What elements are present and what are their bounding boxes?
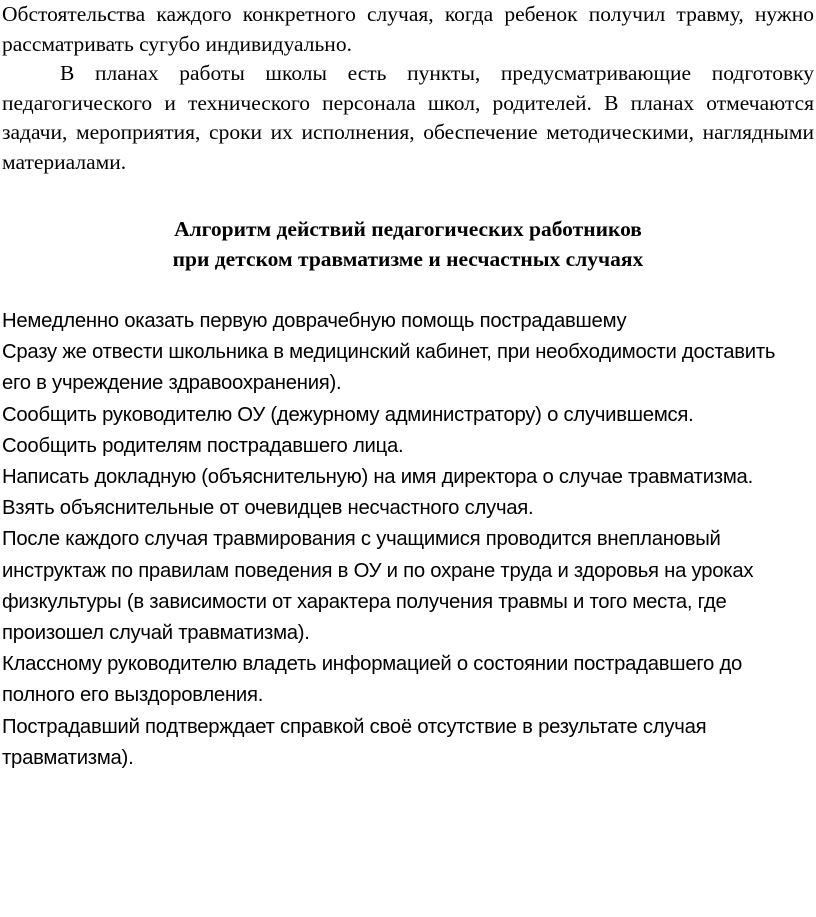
intro-section: [2, 0, 814, 177]
heading-line-2: при детском травматизме и несчастных случаях: [172, 247, 644, 271]
step-item-6: Взять объяснительные от очевидцев несчастного случая.: [2, 497, 534, 520]
steps-list: [2, 306, 802, 774]
step-item-3: Сообщить руководителю ОУ (дежурному администратору) о случившемся.: [2, 403, 694, 426]
heading-line-1: Алгоритм действий педагогических работников: [174, 217, 642, 241]
step-item-5: Написать докладную (объяснительную) на имя директора о случае травматизма.: [2, 466, 753, 489]
step-item-4: Сообщить родителям пострадавшего лица.: [2, 434, 404, 457]
step-item-8: Классному руководителю владеть информацией о состоянии пострадавшего до полного его выздоровления.: [2, 653, 743, 707]
step-item-7: После каждого случая травмирования с учащимися проводится внеплановый инструктаж по правилам поведения в ОУ и по охране труда и здоровья на уроках физкультуры (в зависимости от характера получения травмы и того места, где произошел случай травматизма).: [2, 528, 754, 645]
intro-paragraph-2: В планах работы школы есть пункты, предусматривающие подготовку педагогического и технического персонала школ, родителей. В планах отмечаются задачи, мероприятия, сроки их исполнения, обеспечение методическими, наглядными материалами.: [2, 61, 814, 174]
step-item-9: Пострадавший подтверждает справкой своё отсутствие в результате случая травматизма).: [2, 715, 707, 769]
step-item-2: Сразу же отвести школьника в медицинский кабинет, при необходимости доставить его в учреждение здравоохранения).: [2, 341, 776, 395]
algorithm-heading: [0, 214, 816, 274]
intro-paragraph-1: Обстоятельства каждого конкретного случая, когда ребенок получил травму, нужно рассматривать сугубо индивидуально.: [2, 2, 814, 56]
step-item-1: Немедленно оказать первую доврачебную помощь пострадавшему: [2, 310, 627, 332]
